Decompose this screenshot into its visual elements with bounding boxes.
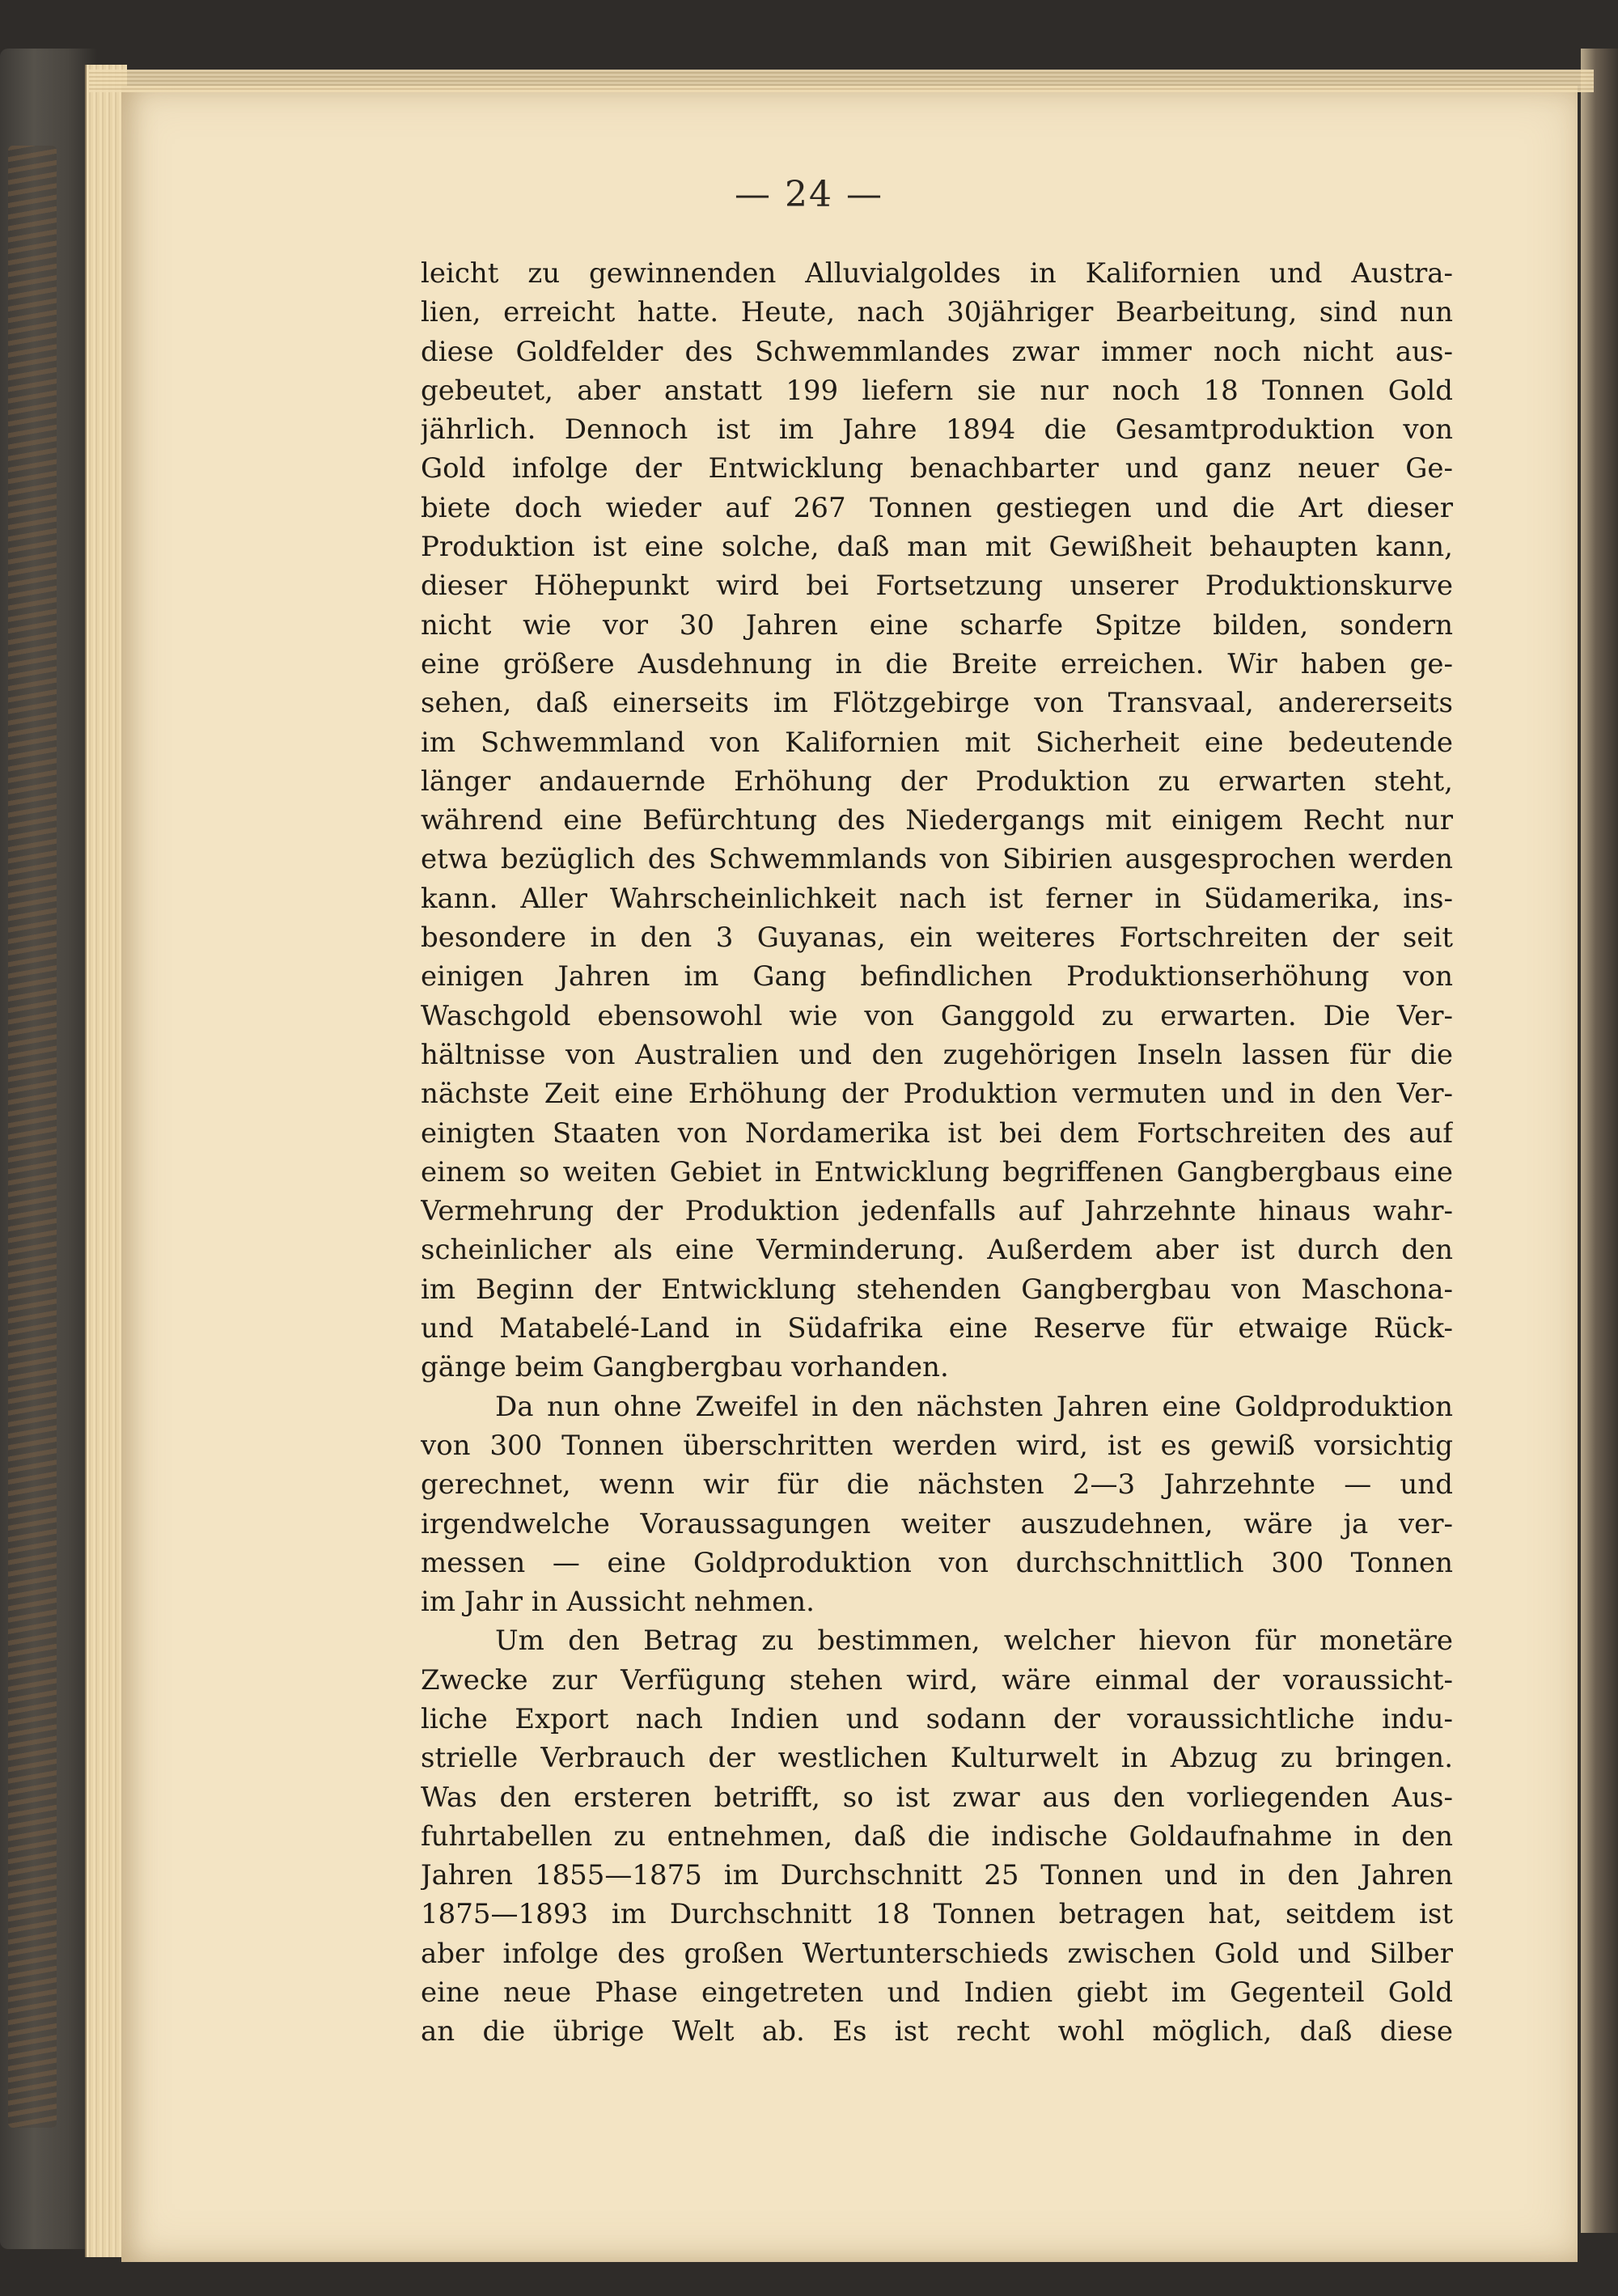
text-line: diese Goldfelder des Schwemmlandes zwar immer noch nicht aus- xyxy=(421,335,1453,368)
text-line: einem so weiten Gebiet in Entwicklung begriffenen Gangbergbaus eine xyxy=(421,1155,1453,1188)
text-line: scheinlicher als eine Verminderung. Außerdem aber ist durch den xyxy=(421,1234,1453,1267)
book-cover-right xyxy=(1581,49,1618,2233)
text-line: 1875—1893 im Durchschnitt 18 Tonnen betragen hat, seitdem ist xyxy=(421,1898,1453,1931)
text-line: nächste Zeit eine Erhöhung der Produktion vermuten und in den Ver- xyxy=(421,1078,1453,1111)
text-line: aber infolge des großen Wertunterschieds zwischen Gold und Silber xyxy=(421,1937,1453,1970)
text-line: Um den Betrag zu bestimmen, welcher hievon für monetäre xyxy=(495,1625,1453,1658)
text-line: und Matabelé-Land in Südafrika eine Reserve für etwaige Rück- xyxy=(421,1312,1453,1345)
text-line: hältnisse von Australien und den zugehörigen Inseln lassen für die xyxy=(421,1038,1453,1071)
book-cover-left xyxy=(0,49,97,2249)
text-line: an die übrige Welt ab. Es ist recht wohl möglich, daß diese xyxy=(421,2015,1453,2048)
text-line: nicht wie vor 30 Jahren eine scharfe Spitze bilden, sondern xyxy=(421,608,1453,642)
text-line: fuhrtabellen zu entnehmen, daß die indische Goldaufnahme in den xyxy=(421,1819,1453,1853)
text-line: jährlich. Dennoch ist im Jahre 1894 die Gesamtproduktion von xyxy=(421,413,1453,447)
text-line: Gold infolge der Entwicklung benachbarter und ganz neuer Ge- xyxy=(421,452,1453,485)
text-line: einigten Staaten von Nordamerika ist bei dem Fortschreiten des auf xyxy=(421,1116,1453,1150)
text-line: im Schwemmland von Kalifornien mit Sicherheit eine bedeutende xyxy=(421,726,1453,759)
text-line: einigen Jahren im Gang befindlichen Produktionserhöhung von xyxy=(421,960,1453,993)
text-line: biete doch wieder auf 267 Tonnen gestiegen und die Art dieser xyxy=(421,491,1453,524)
text-line: länger andauernde Erhöhung der Produktion zu erwarten steht, xyxy=(421,765,1453,798)
text-line: gebeutet, aber anstatt 199 liefern sie nur noch 18 Tonnen Gold xyxy=(421,374,1453,407)
page-number: — 24 — xyxy=(735,174,883,215)
text-line: Vermehrung der Produktion jedenfalls auf Jahrzehnte hinaus wahr- xyxy=(421,1195,1453,1228)
text-line: eine neue Phase eingetreten und Indien giebt im Gegenteil Gold xyxy=(421,1976,1453,2010)
text-line: Jahren 1855—1875 im Durchschnitt 25 Tonnen und in den Jahren xyxy=(421,1859,1453,1892)
text-line: Waschgold ebensowohl wie von Ganggold zu erwarten. Die Ver- xyxy=(421,999,1453,1032)
text-line: im Beginn der Entwicklung stehenden Gangbergbau von Maschona- xyxy=(421,1273,1453,1306)
text-line: gerechnet, wenn wir für die nächsten 2—3 Jahrzehnte — und xyxy=(421,1468,1453,1502)
text-line: Was den ersteren betrifft, so ist zwar aus den vorliegenden Aus- xyxy=(421,1781,1453,1814)
text-line: dieser Höhepunkt wird bei Fortsetzung unserer Produktionskurve xyxy=(421,570,1453,603)
text-line: messen — eine Goldproduktion von durchschnittlich 300 Tonnen xyxy=(421,1546,1453,1579)
text-line: besondere in den 3 Guyanas, ein weiteres Fortschreiten der seit xyxy=(421,921,1453,955)
text-line: Da nun ohne Zweifel in den nächsten Jahren eine Goldproduktion xyxy=(495,1390,1453,1423)
text-line: strielle Verbrauch der westlichen Kulturwelt in Abzug zu bringen. xyxy=(421,1742,1453,1775)
text-line: liche Export nach Indien und sodann der voraussichtliche indu- xyxy=(421,1702,1453,1735)
text-line: irgendwelche Voraussagungen weiter auszudehnen, wäre ja ver- xyxy=(421,1507,1453,1540)
text-line: etwa bezüglich des Schwemmlands von Sibirien ausgesprochen werden xyxy=(421,843,1453,876)
text-line: im Jahr in Aussicht nehmen. xyxy=(421,1586,815,1619)
text-line: lien, erreicht hatte. Heute, nach 30jähriger Bearbeitung, sind nun xyxy=(421,296,1453,329)
text-line: sehen, daß einerseits im Flötzgebirge von Transvaal, andererseits xyxy=(421,687,1453,720)
text-line: von 300 Tonnen überschritten werden wird, ist es gewiß vorsichtig xyxy=(421,1429,1453,1462)
text-line: während eine Befürchtung des Niedergangs mit einigem Recht nur xyxy=(421,804,1453,837)
body-text xyxy=(421,254,1453,2052)
text-line: Zwecke zur Verfügung stehen wird, wäre einmal der voraussicht- xyxy=(421,1663,1453,1697)
text-line: kann. Aller Wahrscheinlichkeit nach ist ferner in Südamerika, ins- xyxy=(421,882,1453,915)
text-line: Produktion ist eine solche, daß man mit Gewißheit behaupten kann, xyxy=(421,531,1453,564)
text-line: leicht zu gewinnenden Alluvialgoldes in Kalifornien und Austra- xyxy=(421,257,1453,290)
page-top-edge xyxy=(89,70,1594,92)
text-line: gänge beim Gangbergbau vorhanden. xyxy=(421,1351,949,1384)
text-line: eine größere Ausdehnung in die Breite erreichen. Wir haben ge- xyxy=(421,647,1453,680)
